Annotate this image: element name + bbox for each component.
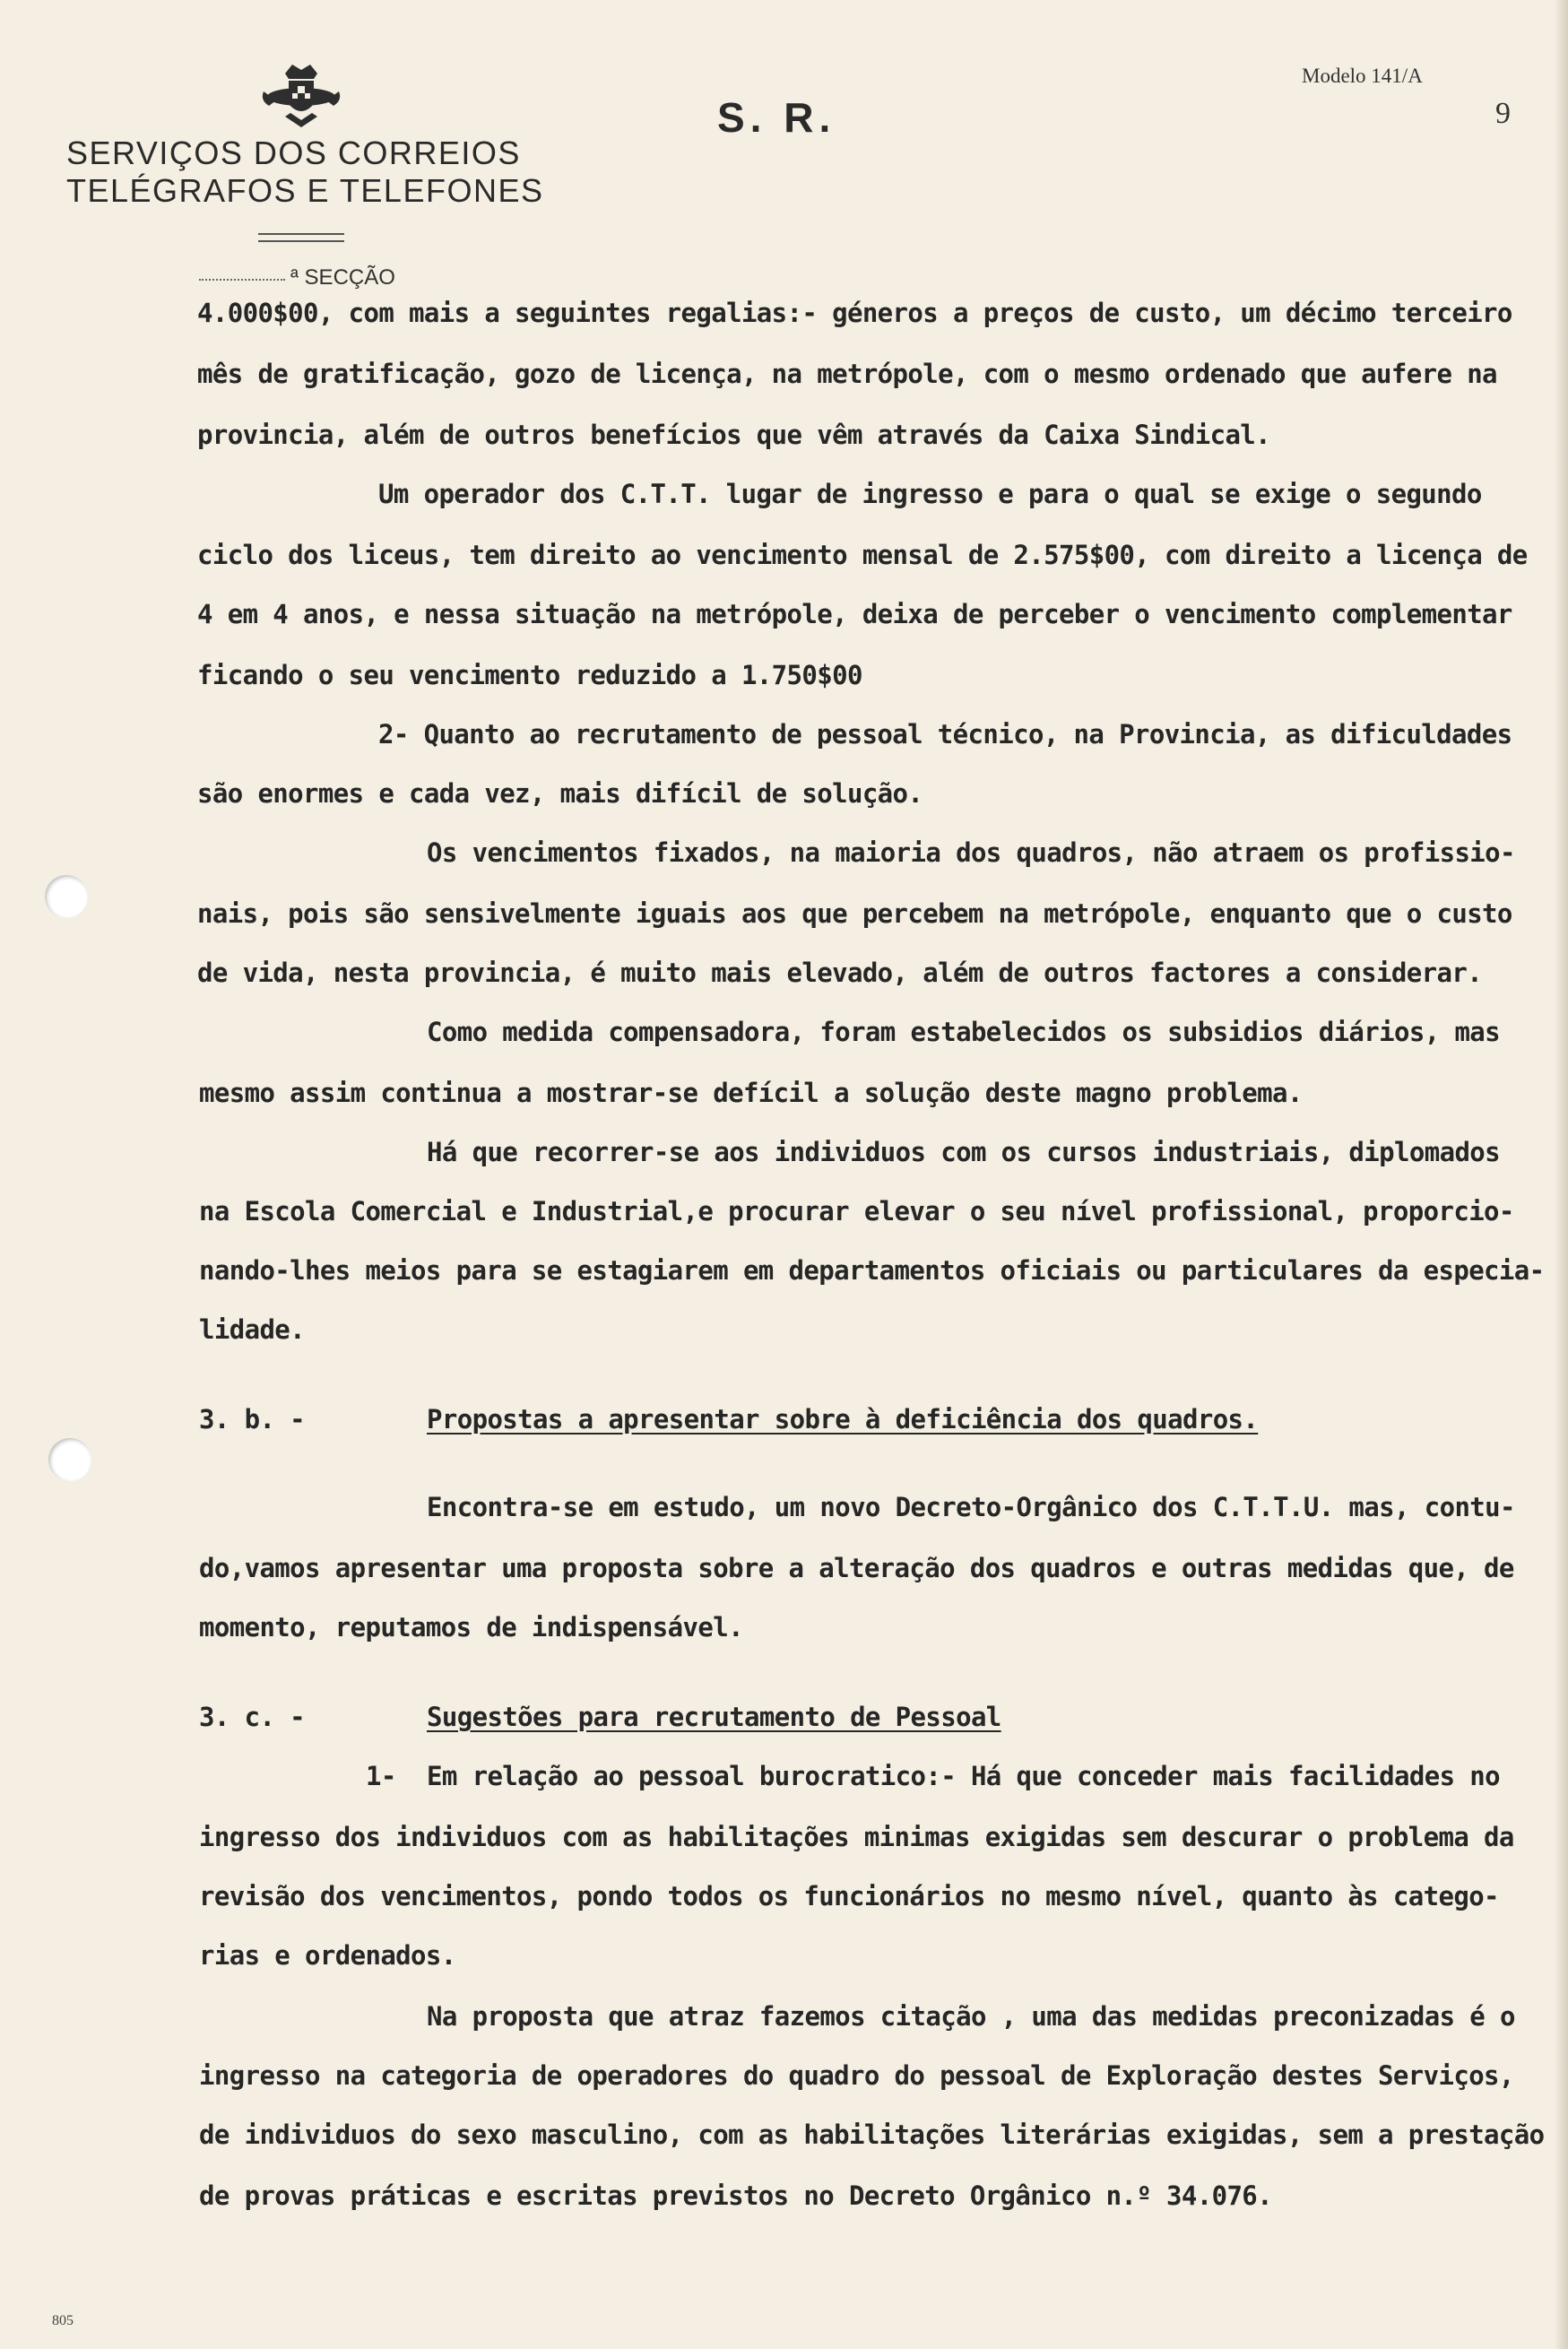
body-line: 4 em 4 anos, e nessa situação na metrópole, deixa de perceber o vencimento complementar: [197, 599, 1512, 629]
body-line: rias e ordenados.: [199, 1940, 456, 1971]
coat-of-arms-crest: [258, 61, 344, 129]
body-line: são enormes e cada vez, mais difícil de solução.: [197, 778, 923, 809]
body-line: de provas práticas e escritas previstos no Decreto Orgânico n.º 34.076.: [199, 2180, 1273, 2211]
body-line: Como medida compensadora, foram estabelecidos os subsidios diários, mas: [427, 1017, 1501, 1047]
body-line: mesmo assim continua a mostrar-se defícil a solução deste magno problema.: [199, 1078, 1303, 1108]
body-line: momento, reputamos de indispensável.: [199, 1612, 743, 1643]
body-line: ficando o seu vencimento reduzido a 1.750$00: [197, 660, 862, 690]
body-line: mês de gratificação, gozo de licença, na metrópole, com o mesmo ordenado que aufere na: [197, 359, 1497, 389]
body-line: Um operador dos C.T.T. lugar de ingresso e para o qual se exige o segundo: [378, 479, 1482, 509]
body-line: do,vamos apresentar uma proposta sobre a alteração dos quadros e outras medidas que, de: [199, 1553, 1514, 1583]
body-line: ingresso na categoria de operadores do quadro do pessoal de Exploração destes Serviços,: [199, 2060, 1514, 2091]
body-line: 2- Quanto ao recrutamento de pessoal técnico, na Provincia, as dificuldades: [378, 719, 1512, 750]
section-label: [199, 265, 395, 290]
body-line: de vida, nesta provincia, é muito mais elevado, além de outros factores a considerar.: [197, 958, 1483, 988]
body-line: nais, pois são sensivelmente iguais aos que percebem na metrópole, enquanto que o custo: [197, 898, 1512, 929]
body-line: de individuos do sexo masculino, com as habilitações literárias exigidas, sem a prestação: [199, 2119, 1545, 2150]
sr-mark: S. R.: [717, 94, 836, 141]
printer-code: 805: [52, 2313, 74, 2328]
body-line: provincia, além de outros benefícios que vêm através da Caixa Sindical.: [197, 420, 1271, 450]
body-line: nando-lhes meios para se estagiarem em departamentos oficiais ou particulares da especia-: [199, 1255, 1545, 1286]
page-number: 9: [1495, 97, 1511, 130]
body-line: 4.000$00, com mais a seguintes regalias:- géneros a preços de custo, um décimo terceiro: [197, 298, 1512, 328]
section-3b-title: Propostas a apresentar sobre à deficiência dos quadros.: [427, 1404, 1259, 1435]
body-line: lidade.: [199, 1314, 306, 1345]
body-line: ciclo dos liceus, tem direito ao vencimento mensal de 2.575$00, com direito a licença de: [197, 540, 1528, 570]
section-blank-field: [199, 279, 285, 281]
body-line: Em relação ao pessoal burocratico:- Há que conceder mais facilidades no: [427, 1761, 1501, 1791]
form-model-label: Modelo 141/A: [1302, 65, 1423, 87]
body-line: Encontra-se em estudo, um novo Decreto-Orgânico dos C.T.T.U. mas, contu-: [427, 1492, 1515, 1522]
body-line: Há que recorrer-se aos individuos com os cursos industriais, diplomados: [427, 1137, 1501, 1167]
body-line: ingresso dos individuos com as habilitações minimas exigidas sem descurar o problema da: [199, 1822, 1514, 1852]
section-label-text: ª SECÇÃO: [290, 265, 395, 290]
body-line: na Escola Comercial e Industrial,e procurar elevar o seu nível profissional, proporcio-: [199, 1196, 1514, 1227]
punch-hole-top: [45, 875, 88, 918]
body-line: revisão dos vencimentos, pondo todos os funcionários no mesmo nível, quanto às catego-: [199, 1881, 1499, 1911]
section-3b-number: 3. b. -: [199, 1404, 306, 1435]
section-3c-number: 3. c. -: [199, 1702, 306, 1732]
punch-hole-bottom: [48, 1438, 91, 1481]
body-line: Os vencimentos fixados, na maioria dos quadros, não atraem os profissio-: [427, 837, 1515, 868]
organization-name-line1: SERVIÇOS DOS CORREIOS: [66, 134, 521, 171]
section-3c-title: Sugestões para recrutamento de Pessoal: [427, 1702, 1001, 1732]
paper-edge-shadow: [1554, 0, 1568, 2349]
header-rule-top: [258, 233, 344, 235]
item-1-number: 1-: [366, 1761, 396, 1791]
organization-name-line2: TELÉGRAFOS E TELEFONES: [66, 172, 544, 209]
header-rule-bottom: [258, 240, 344, 242]
body-line: Na proposta que atraz fazemos citação , uma das medidas preconizadas é o: [427, 2001, 1515, 2032]
